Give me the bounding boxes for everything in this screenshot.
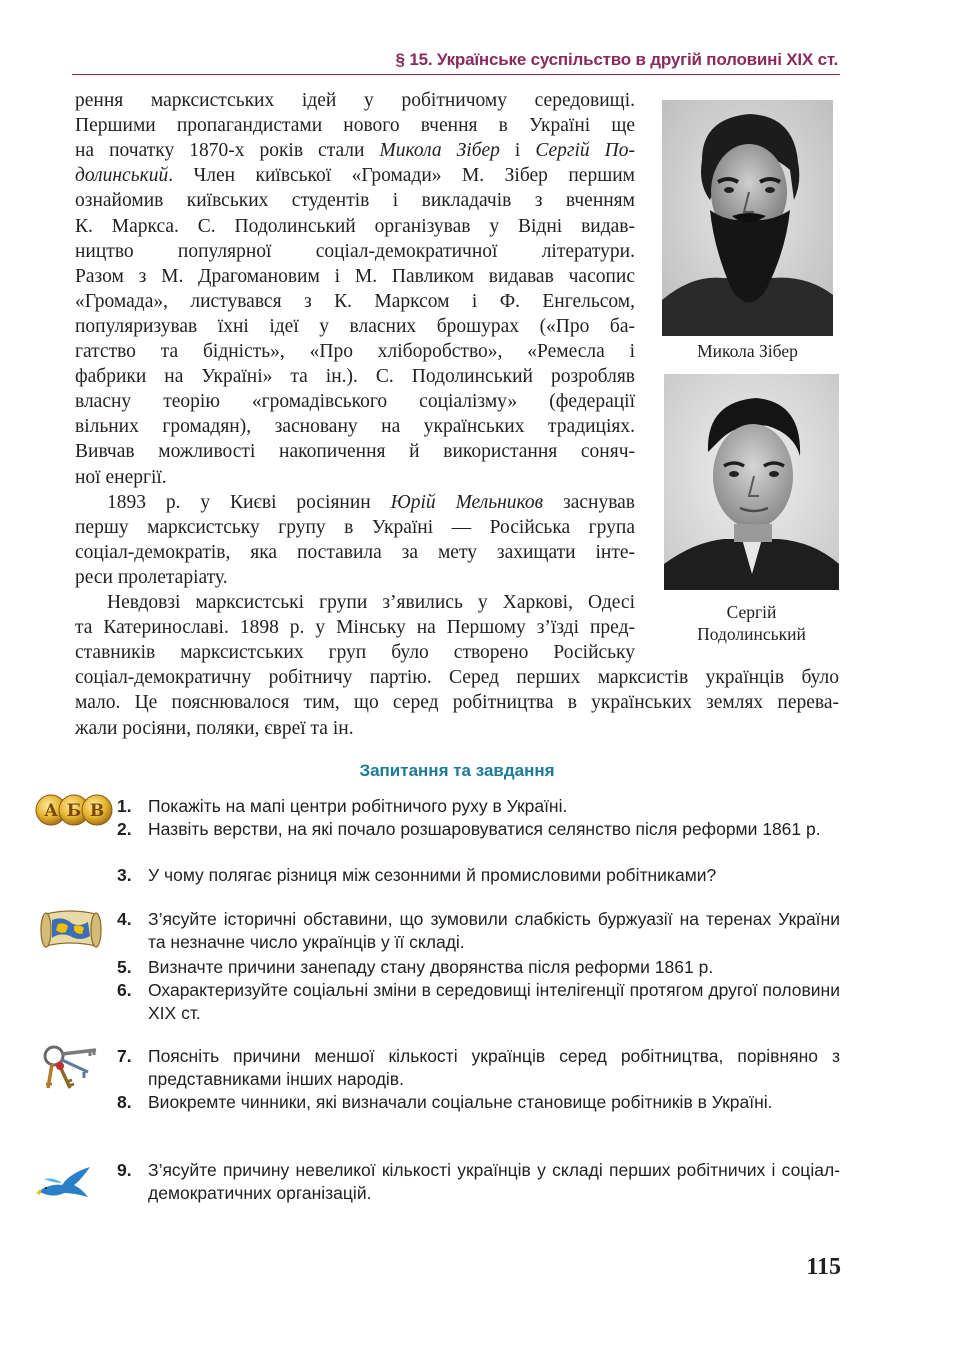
body-text-line [75,314,635,339]
abv-coins-icon [34,793,114,827]
question-number: 4. [117,909,132,929]
body-text-line [75,414,635,439]
caption-serhiy-podolynsky [664,601,839,645]
body-text-line [75,113,635,138]
italic-name: Микола Зібер [379,140,500,162]
question-number: 2. [117,819,132,839]
question-text: Визначте причини занепаду стану дворянства після реформи 1861 р. [148,957,714,977]
question-item [117,1159,840,1205]
question-text: Поясніть причини меншої кількості українців серед робітництва, порівняно з представниками інших народів. [148,1046,840,1089]
body-text-line [75,640,635,665]
body-text-line [75,138,635,163]
text-run: фабрики на Україні» та ін.). С. Подолинський розробляв [75,366,635,388]
question-number: 7. [117,1046,132,1066]
question-item [117,979,840,1025]
question-number: 1. [117,796,132,816]
body-text-line [75,590,635,615]
question-item [117,795,840,818]
text-run: ознайомив київських студентів і викладачів з вченням [75,190,635,212]
body-text-line [75,540,635,565]
body-text-line [75,389,635,414]
text-run: вільних громадян), засновану на українських традиціях. [75,416,635,438]
text-run: Невдовзі марксистські групи з’явились у Харкові, Одесі [107,592,635,613]
chapter-title: § 15. Українське суспільство в другій половині XIX ст. [395,50,838,69]
keys-icon [40,1042,102,1092]
caption-line: Сергій [726,602,777,622]
body-text-line [75,490,635,515]
body-text-line [75,465,635,490]
body-text-line [75,264,635,289]
text-run: ставників марксистських груп було створено Російську [75,642,635,664]
running-header [72,44,840,75]
text-run: . Член київської «Громади» М. Зібер першим [168,165,635,187]
text-run: жали росіяни, поляки, євреї та ін. [75,717,354,739]
text-run: Вивчав можливості накопичення й використання соняч- [75,441,635,463]
text-run: і [499,140,536,162]
text-run: 1893 р. у Києві росіянин [107,491,391,513]
coin-letter: Б [66,801,82,821]
bird-icon [34,1163,94,1203]
question-item [117,864,840,887]
question-text: Охарактеризуйте соціальні зміни в середовищі інтелігенції протягом другої половини XIX ст. [148,980,840,1023]
text-run: першу марксистську групу в Україні — Російська група [75,516,635,538]
text-run: соціал-демократів, яка поставила за мету захищати інте- [75,541,635,563]
italic-name: Юрій Мельников [390,491,544,513]
text-run: Разом з М. Драгомановим і М. Павликом видавав часопис [75,265,635,287]
map-scroll-icon [40,906,102,954]
question-item [117,908,840,954]
question-number: 8. [117,1092,132,1112]
question-item [117,1091,840,1114]
body-text-line [75,214,635,239]
caption-mykola-ziber: Микола Зібер [697,341,798,361]
text-run: «Громада», листувався з К. Марксом і Ф. Енгельсом, [75,290,635,312]
italic-name: долинський [75,165,169,187]
portrait-image [664,374,839,590]
question-number: 5. [117,957,132,977]
text-run: ництво популярної соціал-демократичної літератури. [75,240,635,262]
question-text: З’ясуйте причину невеликої кількості українців у складі перших робітничих і соціал-демократичних організацій. [148,1160,840,1203]
body-text-line [75,339,635,364]
portrait-serhiy-podolynsky [664,374,839,590]
body-text-line [75,289,635,314]
portrait-mykola-ziber [662,100,833,336]
body-text-line [75,515,635,540]
body-text-line [75,716,839,741]
question-text: З’ясуйте історичні обставини, що зумовили слабкість буржуазії на теренах України та незначне число українців у її складі. [148,909,840,952]
body-text-line [75,163,635,188]
text-run: мало. Це пояснювалося тим, що серед робітництва в українських землях перева- [75,692,839,714]
question-number: 3. [117,865,132,885]
body-text-line [75,665,839,690]
body-text-line [75,88,635,113]
question-item [117,1045,840,1091]
page-number: 115 [806,1254,841,1280]
question-item [117,956,840,979]
questions-heading: Запитання та завдання [359,761,555,780]
text-run: рення марксистських ідей у робітничому середовищі. [75,90,635,111]
question-text: Покажіть на мапі центри робітничого руху в Україні. [148,796,568,816]
italic-name: Сергій По- [535,140,635,162]
body-text-line [75,188,635,213]
question-text: У чому полягає різниця між сезонними й промисловими робітниками? [148,865,717,885]
text-run: та Катеринославі. 1898 р. у Мінську на Першому з’їзді пред- [75,617,635,639]
coin-letter: А [44,801,58,821]
text-run: власну теорію «громадівського соціалізму» (федерації [75,391,635,413]
caption-line: Подолинський [697,624,806,644]
text-run: ної енергії. [75,466,167,488]
body-text-line [75,690,839,715]
question-item [117,818,840,841]
question-number: 6. [117,980,132,1000]
text-run: популяризував їхні ідеї у власних брошурах («Про ба- [75,315,635,337]
question-number: 9. [117,1160,132,1180]
text-run: заснував [543,491,635,513]
text-run: Першими пропагандистами нового вчення в Україні ще [75,115,635,137]
coin-letter: В [89,801,105,821]
body-text-line [75,565,635,590]
text-run: реси пролетаріату. [75,566,228,588]
body-text-line [75,239,635,264]
body-text-line [75,615,635,640]
text-run: соціал-демократичну робітничу партію. Серед перших марксистів українців було [75,667,839,689]
text-run: гатство та бідність», «Про хліборобство», «Ремесла і [75,341,635,362]
question-text: Виокремте чинники, які визначали соціальне становище робітників в Україні. [148,1092,773,1112]
body-text-line [75,439,635,464]
text-run: на початку 1870-х років стали [75,140,380,162]
question-text: Назвіть верстви, на які почало розшаровуватися селянство після реформи 1861 р. [148,819,821,839]
text-run: К. Маркса. С. Подолинський організував у Відні видав- [75,215,635,237]
portrait-image [662,100,833,336]
body-text-line [75,364,635,389]
